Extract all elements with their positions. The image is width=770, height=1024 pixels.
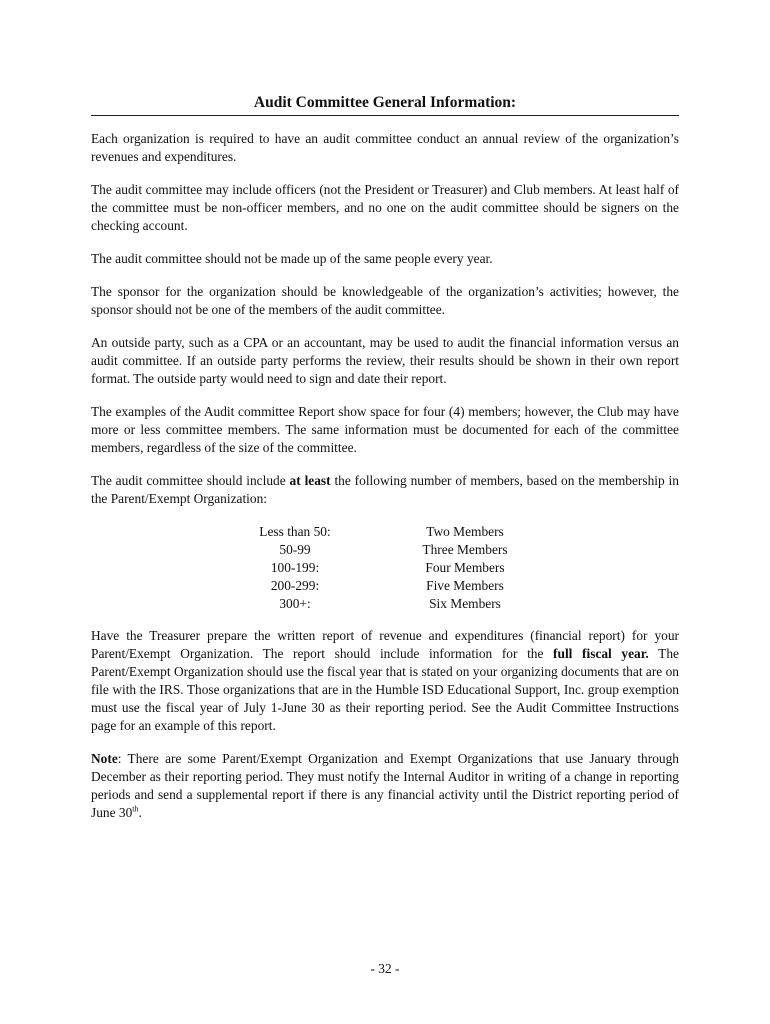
committee-size: Three Members	[422, 542, 508, 557]
note-superscript: th	[132, 804, 139, 814]
paragraph-note	[91, 750, 679, 822]
paragraph-outside-party: An outside party, such as a CPA or an accountant, may be used to audit the financial information versus an audit committee. If an outside party performs the review, their results should be shown in their own report format. The outside party would need to sign and date their report.	[91, 335, 679, 386]
document-page	[91, 94, 679, 837]
page-number: - 32 -	[370, 961, 400, 976]
paragraph-rotation: The audit committee should not be made up of the same people every year.	[91, 251, 493, 266]
page-title: Audit Committee General Information:	[91, 94, 679, 116]
paragraph-treasurer-report	[91, 627, 679, 735]
paragraph-report-examples: The examples of the Audit committee Report show space for four (4) members; however, the Club may have more or less committee members. The same information must be documented for each of the committee members, regardless of the size of the committee.	[91, 404, 679, 455]
membership-table	[91, 523, 679, 613]
membership-range: 100-199:	[270, 560, 320, 575]
committee-size: Six Members	[429, 596, 501, 611]
treasurer-text-end: The Parent/Exempt Organization should use the fiscal year that is stated on your organizing documents that are on file with the IRS. Those organizations that are in the Humble ISD Educational Support, Inc. group exemption must use the fiscal year of July 1-June 30 as their reporting period. See the Audit Committee Instructions page for an example of this report.	[91, 646, 679, 733]
treasurer-text-start: Have the Treasurer prepare the written report of revenue and expenditures (financial report) for your Parent/Exempt Organization. The report should include information for the	[91, 628, 679, 661]
paragraph-committee-composition: The audit committee may include officers (not the President or Treasurer) and Club members. At least half of the committee must be non-officer members, and no one on the audit committee should be signers on the checking account.	[91, 182, 679, 233]
membership-range: Less than 50:	[259, 524, 331, 539]
member-count-text-start: The audit committee should include	[91, 473, 290, 488]
membership-range: 300+:	[279, 596, 311, 611]
paragraph-sponsor: The sponsor for the organization should be knowledgeable of the organization’s activities; however, the sponsor should not be one of the members of the audit committee.	[91, 284, 679, 317]
membership-range: 200-299:	[270, 578, 320, 593]
membership-range: 50-99	[279, 542, 311, 557]
treasurer-emphasis: full fiscal year.	[553, 646, 649, 661]
paragraph-member-count	[91, 472, 679, 508]
committee-size: Five Members	[426, 578, 504, 593]
note-text: : There are some Parent/Exempt Organization and Exempt Organizations that use January through December as their reporting period. They must notify the Internal Auditor in writing of a change in reporting periods and send a supplemental report if there is any financial activity until the District reporting period of June 30	[91, 751, 679, 820]
membership-range-column	[230, 523, 360, 613]
committee-size-column	[390, 523, 540, 613]
committee-size: Four Members	[425, 560, 505, 575]
note-end: .	[138, 805, 142, 820]
member-count-emphasis: at least	[289, 473, 331, 488]
note-label: Note	[91, 751, 118, 766]
member-count-text-end: the following number of members, based on the membership in the Parent/Exempt Organization:	[91, 473, 679, 506]
paragraph-annual-review: Each organization is required to have an audit committee conduct an annual review of the organization’s revenues and expenditures.	[91, 131, 679, 164]
committee-size: Two Members	[426, 524, 504, 539]
